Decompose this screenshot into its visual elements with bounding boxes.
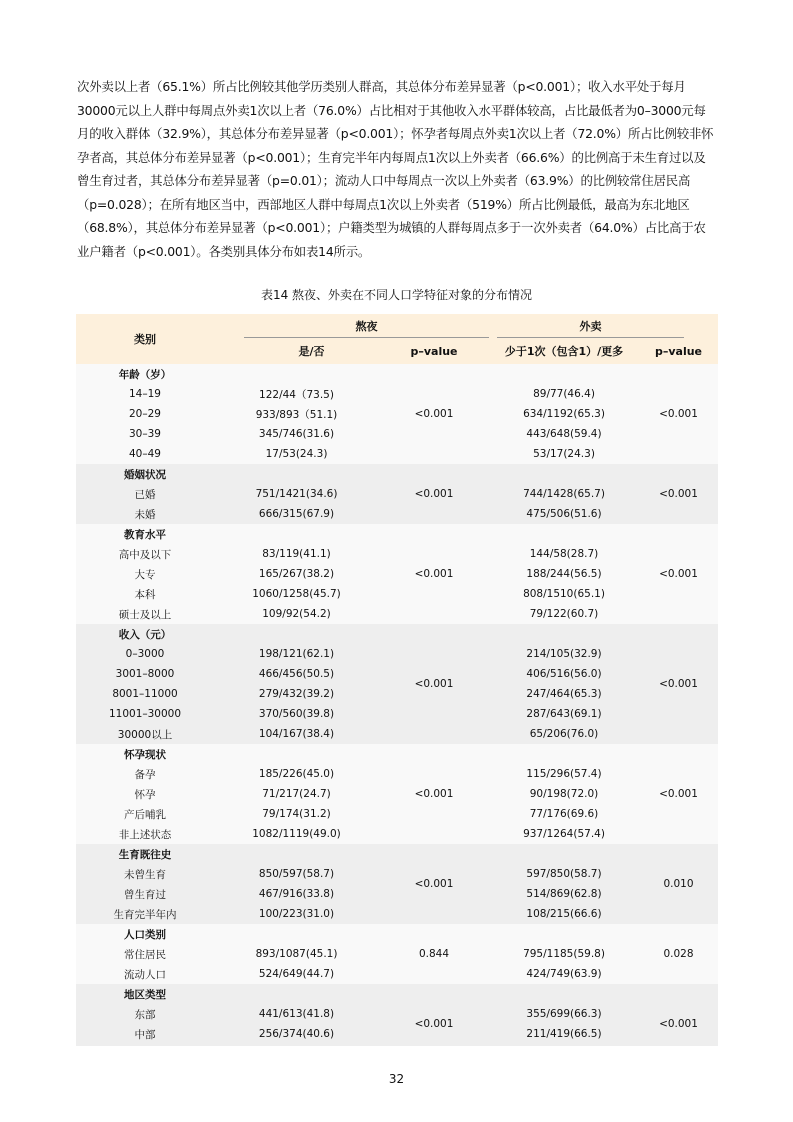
empty-cell <box>489 464 639 484</box>
stayup-value: 441/613(41.8) <box>258 1008 335 1020</box>
takeout-value: 424/749(63.9) <box>526 968 602 980</box>
body-paragraph: 次外卖以上者（65.1%）所占比例较其他学历类别人群高，其总体分布差异显著（p<0.001）；收入水平处于每月30000元以上人群中每周点外卖1次以上者（76.0%）占比相对于其他收入水平群体较高，占比最低者为0–3000元每月的收入群体（32.9%），其总体分布差异显著（p<0.001）；怀孕者每周点外卖1次以上者（72.0%）所占比例较非怀孕者高，其总体分布差异显著（p<0.001）；生育完半年内每周点1次以上外卖者（66.6%）的比例高于未生育过以及曾生育过者，其总体分布差异显著（p=0.01）；流动人口中每周点一次以上外卖者（63.9%）的比例较常住居民高（p=0.028）；在所有地区当中，西部地区人群中每周点1次以上外卖者（519%）所占比例最低，最高为东北地区（68.8%），其总体分布差异显著（p<0.001）；户籍类型为城镇的人群每周点多于一次外卖者（64.0%）占比高于农业户籍者（p<0.001）。各类别具体分布如表14所示。 <box>77 79 714 259</box>
group-header-row <box>76 364 718 384</box>
row-label: 高中及以下 <box>118 548 172 561</box>
empty-cell <box>489 924 639 944</box>
header-pvalue-takeout: p–value <box>654 344 703 358</box>
group-name: 生育既往史 <box>118 848 172 861</box>
stayup-value: 198/121(62.1) <box>258 648 335 660</box>
row-label: 生育完半年内 <box>113 908 177 921</box>
empty-cell <box>214 624 379 644</box>
takeout-value: 744/1428(65.7) <box>523 488 605 500</box>
table-caption: 表14 熬夜、外卖在不同人口学特征对象的分布情况 <box>260 288 533 302</box>
empty-cell <box>489 844 639 864</box>
takeout-value: 89/77(46.4) <box>533 388 595 400</box>
row-label: 未曾生育 <box>124 868 166 881</box>
pvalue-takeout: <0.001 <box>659 488 698 500</box>
takeout-value: 65/206(76.0) <box>529 728 599 740</box>
distribution-table <box>76 314 718 1046</box>
stayup-value: 467/916(33.8) <box>258 888 335 900</box>
group-name: 教育水平 <box>124 528 166 541</box>
group-name: 人口类别 <box>124 928 166 941</box>
row-label: 怀孕 <box>134 788 156 801</box>
takeout-value: 406/516(56.0) <box>526 668 602 680</box>
stayup-value: 1082/1119(49.0) <box>252 828 341 840</box>
row-label: 8001–11000 <box>112 688 178 700</box>
row-label: 已婚 <box>134 488 156 501</box>
stayup-value: 79/174(31.2) <box>262 808 331 820</box>
header-takeout: 外卖 <box>497 318 684 338</box>
row-label: 大专 <box>134 568 156 581</box>
takeout-value: 144/58(28.7) <box>529 548 599 560</box>
takeout-value: 115/296(57.4) <box>526 768 602 780</box>
header-category: 类别 <box>134 333 156 346</box>
takeout-value: 53/17(24.3) <box>533 448 595 460</box>
stayup-value: 1060/1258(45.7) <box>252 588 341 600</box>
pvalue-takeout: <0.001 <box>659 788 698 800</box>
stayup-value: 893/1087(45.1) <box>255 948 338 960</box>
row-label: 流动人口 <box>124 968 166 981</box>
group-name: 婚姻状况 <box>124 468 166 481</box>
pvalue-stayup: <0.001 <box>414 1018 454 1030</box>
pvalue-stayup: <0.001 <box>414 788 454 800</box>
pvalue-takeout: 0.028 <box>663 948 694 960</box>
header-yesno: 是/否 <box>298 345 325 358</box>
pvalue-stayup: <0.001 <box>414 878 454 890</box>
takeout-value: 475/506(51.6) <box>526 508 602 520</box>
group-header-row <box>76 464 718 484</box>
pvalue-stayup: <0.001 <box>414 488 454 500</box>
pvalue-stayup: <0.001 <box>414 408 454 420</box>
stayup-value: 933/893（51.1) <box>255 408 338 421</box>
stayup-value: 279/432(39.2) <box>258 688 335 700</box>
empty-cell <box>489 624 639 644</box>
row-label: 未婚 <box>134 508 156 521</box>
row-label <box>76 1044 214 1046</box>
group-header-row <box>76 924 718 944</box>
pvalue-takeout: 0.010 <box>663 878 694 890</box>
group-header-row <box>76 624 718 644</box>
stayup-value: 666/315(67.9) <box>258 508 335 520</box>
stayup-value: 524/649(44.7) <box>258 968 335 980</box>
empty-cell <box>214 364 379 384</box>
empty-cell <box>214 744 379 764</box>
row-label: 0–3000 <box>125 648 165 660</box>
row-label: 11001–30000 <box>108 708 182 720</box>
takeout-value: 634/1192(65.3) <box>523 408 605 420</box>
pvalue-takeout: <0.001 <box>659 408 698 420</box>
takeout-value: 188/244(56.5) <box>526 568 602 580</box>
stayup-value: 345/746(31.6) <box>258 428 335 440</box>
takeout-value: 795/1185(59.8) <box>523 948 605 960</box>
takeout-value: 247/464(65.3) <box>526 688 602 700</box>
takeout-value: 79/122(60.7) <box>529 608 599 620</box>
header-stayup-wrap <box>214 314 489 338</box>
row-label: 非上述状态 <box>118 828 172 841</box>
takeout-value: 108/215(66.6) <box>526 908 602 920</box>
header-pvalue-stayup: p–value <box>410 344 458 358</box>
stayup-value: 17/53(24.3) <box>265 448 328 460</box>
stayup-value: 109/92(54.2) <box>262 608 331 620</box>
empty-cell <box>214 524 379 544</box>
takeout-value: 287/643(69.1) <box>526 708 602 720</box>
empty-cell <box>214 464 379 484</box>
row-label: 本科 <box>134 588 156 601</box>
empty-cell <box>489 364 639 384</box>
stayup-value: 104/167(38.4) <box>258 728 335 740</box>
empty-cell <box>214 924 379 944</box>
pvalue-stayup: <0.001 <box>414 678 454 690</box>
pvalue-takeout: <0.001 <box>659 678 698 690</box>
stayup-value: 165/267(38.2) <box>258 568 335 580</box>
stayup-value: 850/597(58.7) <box>258 868 335 880</box>
stayup-value: 466/456(50.5) <box>258 668 335 680</box>
takeout-value: 90/198(72.0) <box>529 788 599 800</box>
takeout-value: 937/1264(57.4) <box>523 828 605 840</box>
stayup-value: 100/223(31.0) <box>258 908 335 920</box>
pvalue-takeout: <0.001 <box>659 568 698 580</box>
group-name: 怀孕现状 <box>124 748 166 761</box>
row-label: 40–49 <box>129 448 161 460</box>
pvalue-stayup: 0.844 <box>418 948 450 960</box>
row-label: 曾生育过 <box>124 888 166 901</box>
takeout-value: 597/850(58.7) <box>526 868 602 880</box>
group-header-row <box>76 744 718 764</box>
takeout-value: 514/869(62.8) <box>526 888 602 900</box>
row-label: 东部 <box>134 1008 156 1021</box>
stayup-value: 751/1421(34.6) <box>255 488 338 500</box>
stayup-value: 122/44（73.5) <box>259 388 334 401</box>
header-takeout-wrap <box>489 314 718 338</box>
stayup-value: 256/374(40.6) <box>258 1028 335 1040</box>
group-name: 收入（元） <box>118 628 172 641</box>
row-label: 14–19 <box>129 388 161 400</box>
group-header-row <box>76 524 718 544</box>
takeout-value <box>489 1044 639 1046</box>
group-header-row <box>76 984 718 1004</box>
row-label: 硕士及以上 <box>118 608 172 621</box>
empty-cell <box>214 984 379 1004</box>
takeout-value: 77/176(69.6) <box>529 808 599 820</box>
row-label: 备孕 <box>134 768 156 781</box>
takeout-value: 211/419(66.5) <box>526 1028 602 1040</box>
row-label: 3001–8000 <box>115 668 175 680</box>
empty-cell <box>489 524 639 544</box>
header-frequency: 少于1次（包含1）/更多 <box>504 345 624 358</box>
row-label: 常住居民 <box>124 948 166 961</box>
stayup-value: 185/226(45.0) <box>258 768 335 780</box>
row-label: 30–39 <box>129 428 161 440</box>
stayup-value: 370/560(39.8) <box>258 708 335 720</box>
row-label: 产后哺乳 <box>124 808 166 821</box>
takeout-value: 443/648(59.4) <box>526 428 602 440</box>
empty-cell <box>489 984 639 1004</box>
takeout-value: 808/1510(65.1) <box>523 588 605 600</box>
group-name: 地区类型 <box>124 988 166 1001</box>
stayup-value: 83/119(41.1) <box>262 548 331 560</box>
pvalue-stayup: <0.001 <box>414 568 454 580</box>
row-label: 中部 <box>134 1028 156 1041</box>
group-name: 年龄（岁） <box>118 368 172 381</box>
stayup-value <box>214 1044 379 1046</box>
pvalue-takeout: <0.001 <box>659 1018 698 1030</box>
takeout-value: 214/105(32.9) <box>526 648 602 660</box>
empty-cell <box>489 744 639 764</box>
row-label: 30000以上 <box>117 728 173 741</box>
group-header-row <box>76 844 718 864</box>
row-label: 20–29 <box>129 408 161 420</box>
header-stayup: 熬夜 <box>244 318 489 338</box>
takeout-value: 355/699(66.3) <box>526 1008 602 1020</box>
page-number: 32 <box>388 1072 405 1086</box>
stayup-value: 71/217(24.7) <box>262 788 331 800</box>
empty-cell <box>214 844 379 864</box>
